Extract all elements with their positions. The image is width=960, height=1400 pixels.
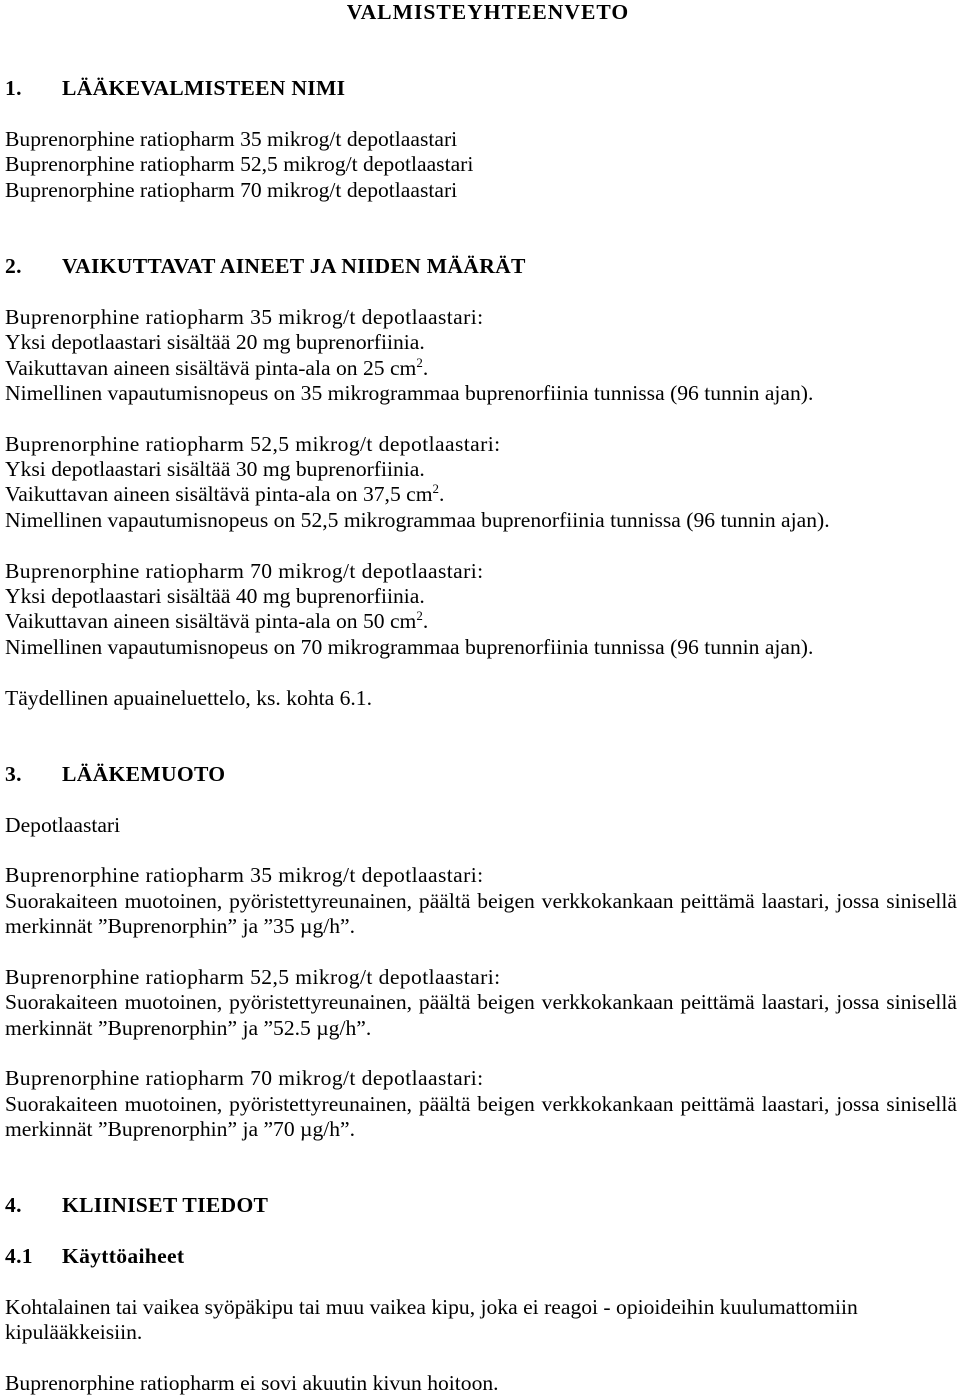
active-area-text: Vaikuttavan aineen sisältävä pinta-ala on 50 cm [5, 609, 417, 634]
composition-content-70: Yksi depotlaastari sisältää 40 mg buprenorfiinia. [5, 584, 425, 609]
section-1-title: LÄÄKEVALMISTEEN NIMI [62, 76, 346, 101]
active-area-35 [5, 356, 957, 381]
composition-label-35: Buprenorphine ratiopharm 35 mikrog/t depotlaastari: [5, 304, 484, 329]
product-name-52-5: Buprenorphine ratiopharm 52,5 mikrog/t depotlaastari [5, 152, 474, 177]
active-area-end: . [439, 482, 445, 507]
section-4-heading [5, 1193, 957, 1218]
active-area-end: . [422, 355, 429, 380]
description-label-70: Buprenorphine ratiopharm 70 mikrog/t depotlaastari: [5, 1066, 484, 1091]
description-line-1: Suorakaiteen muotoinen, pyöristettyreunainen, päältä beigen verkkokankaan peittämä laastari, jossa sinisellä [5, 888, 957, 913]
composition-label-70: Buprenorphine ratiopharm 70 mikrog/t depotlaastari: [5, 558, 484, 583]
release-rate-52-5: Nimellinen vapautumisnopeus on 52,5 mikrogrammaa buprenorfiinia tunnissa (96 tunnin ajan). [5, 507, 830, 532]
active-area-text: Vaikuttavan aineen sisältävä pinta-ala on 37,5 cm [5, 482, 433, 507]
composition-content-35: Yksi depotlaastari sisältää 20 mg buprenorfiinia. [5, 330, 425, 355]
description-line-2: merkinnät ”Buprenorphin” ja ”70 µg/h”. [5, 1117, 356, 1142]
indication-line-1: Kohtalainen tai vaikea syöpäkipu tai muu vaikea kipu, joka ei reagoi - opioideihin kuulumattomiin [5, 1294, 858, 1319]
section-1-heading [5, 76, 957, 101]
excipients-note: Täydellinen apuaineluettelo, ks. kohta 6.1. [5, 685, 372, 710]
active-area-text: Vaikuttavan aineen sisältävä pinta-ala on 25 cm [5, 355, 417, 380]
subsection-4-1-title: Käyttöaiheet [62, 1244, 185, 1269]
document-title: VALMISTEYHTEENVETO [346, 0, 630, 24]
section-4-title: KLIINISET TIEDOT [62, 1193, 269, 1218]
section-3-heading [5, 762, 957, 787]
product-name-70: Buprenorphine ratiopharm 70 mikrog/t depotlaastari [5, 177, 458, 202]
active-area-70 [5, 609, 957, 634]
release-rate-35: Nimellinen vapautumisnopeus on 35 mikrogrammaa buprenorfiinia tunnissa (96 tunnin ajan). [5, 380, 814, 405]
pharmaceutical-form: Depotlaastari [5, 812, 121, 837]
description-line-1: Suorakaiteen muotoinen, pyöristettyreunainen, päältä beigen verkkokankaan peittämä laastari, jossa sinisellä [5, 1091, 957, 1116]
composition-content-52-5: Yksi depotlaastari sisältää 30 mg buprenorfiinia. [5, 457, 425, 482]
subsection-4-1-number: 4.1 [5, 1244, 33, 1269]
section-2-title: VAIKUTTAVAT AINEET JA NIIDEN MÄÄRÄT [62, 253, 526, 278]
product-name-35: Buprenorphine ratiopharm 35 mikrog/t depotlaastari [5, 126, 458, 151]
release-rate-70: Nimellinen vapautumisnopeus on 70 mikrogrammaa buprenorfiinia tunnissa (96 tunnin ajan). [5, 634, 814, 659]
active-area-end: . [422, 609, 429, 634]
section-2-number: 2. [5, 253, 22, 278]
section-3-number: 3. [5, 761, 22, 786]
description-label-52-5: Buprenorphine ratiopharm 52,5 mikrog/t depotlaastari: [5, 964, 501, 989]
section-2-heading [5, 254, 957, 279]
area-unit-superscript: 2 [416, 354, 423, 370]
subsection-4-1-heading [5, 1244, 957, 1269]
description-line-1: Suorakaiteen muotoinen, pyöristettyreunainen, päältä beigen verkkokankaan peittämä laastari, jossa sinisellä [5, 990, 957, 1015]
composition-label-52-5: Buprenorphine ratiopharm 52,5 mikrog/t depotlaastari: [5, 431, 501, 456]
area-unit-superscript: 2 [416, 608, 423, 624]
section-3-title: LÄÄKEMUOTO [62, 761, 226, 786]
indication-note: Buprenorphine ratiopharm ei sovi akuutin kivun hoitoon. [5, 1371, 499, 1396]
indication-line-2: kipulääkkeisiin. [5, 1320, 143, 1345]
section-4-number: 4. [5, 1193, 22, 1218]
active-area-52-5 [5, 482, 957, 507]
description-line-2: merkinnät ”Buprenorphin” ja ”35 µg/h”. [5, 914, 356, 939]
area-unit-superscript: 2 [432, 481, 440, 497]
description-label-35: Buprenorphine ratiopharm 35 mikrog/t depotlaastari: [5, 863, 484, 888]
description-line-2: merkinnät ”Buprenorphin” ja ”52.5 µg/h”. [5, 1015, 372, 1040]
document-body [5, 0, 957, 1397]
section-1-number: 1. [5, 76, 22, 101]
